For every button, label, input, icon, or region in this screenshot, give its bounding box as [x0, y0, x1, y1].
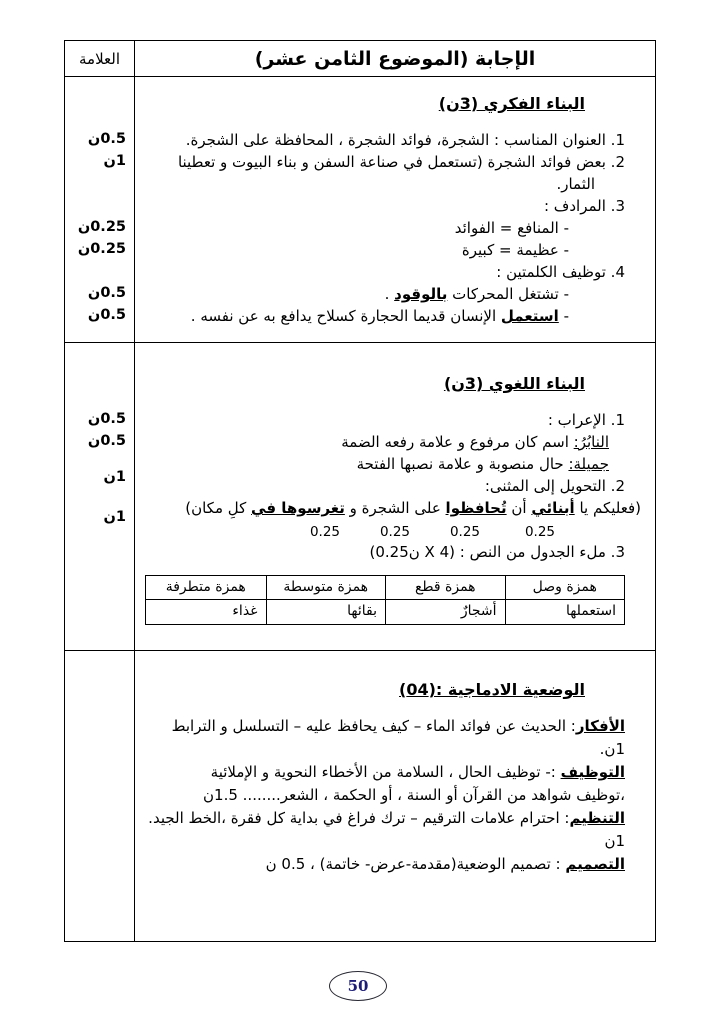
table-value-cell: استعملها: [505, 600, 625, 624]
table-value-cell: بقائها: [266, 600, 386, 624]
section3-heading: الوضعية الادماجية :(04): [399, 680, 585, 699]
mark-value: 0.5ن: [87, 307, 126, 323]
section-integrative: [135, 651, 655, 941]
answer-line: 2. بعض فوائد الشجرة (تستعمل في صناعة السفن و بناء البيوت و تعطينا: [177, 153, 625, 171]
mark-value: 1ن: [103, 509, 126, 525]
answer-line: الأفكار: الحديث عن فوائد الماء – كيف يحافظ عليه – التسلسل و الترابط: [171, 717, 625, 735]
mark-value: 0.25ن: [77, 241, 126, 257]
quarter-mark: 0.25: [379, 524, 410, 540]
section2-heading: البناء اللغوي (3ن): [443, 374, 585, 393]
mark-value: 1ن: [103, 153, 126, 169]
answer-line: 2. التحويل إلى المثنى:: [484, 477, 625, 495]
answer-line: 1. العنوان المناسب : الشجرة، فوائد الشجرة ، المحافظة على الشجرة.: [185, 131, 625, 149]
answer-line: - تشتغل المحركات بالوقود .: [384, 285, 569, 303]
answer-key-table: [64, 40, 656, 942]
marks-column-header: [65, 41, 135, 77]
mark-value: 0.5ن: [87, 433, 126, 449]
section1-heading: البناء الفكري (3ن): [438, 94, 585, 113]
answer-line: 4. توظيف الكلمتين :: [496, 263, 625, 281]
mark-value: 0.5ن: [87, 131, 126, 147]
table-value-cell: غذاء: [232, 603, 258, 619]
answer-line: النابُرُ: اسم كان مرفوع و علامة رفعه الضمة: [341, 433, 609, 451]
table-header-cell: همزة قطع: [385, 576, 505, 600]
quarter-mark: 0.25: [449, 524, 480, 540]
table-header-cell: همزة وصل: [505, 576, 625, 600]
answer-line: جميلة: حال منصوبة و علامة نصبها الفتحة: [356, 455, 609, 473]
hamza-types-table: [145, 575, 625, 625]
document-header: [135, 41, 655, 77]
answer-line: 1ن: [604, 832, 625, 850]
mark-value: 0.5ن: [87, 285, 126, 301]
mark-value: 0.25ن: [77, 219, 126, 235]
quarter-mark: 0.25: [309, 524, 340, 540]
page-number-badge: [329, 971, 387, 1001]
section3-marks-column: [65, 651, 135, 941]
table-header-cell: همزة متطرفة: [146, 576, 266, 600]
answer-line: الثمار.: [556, 175, 595, 193]
quarter-mark: 0.25: [524, 524, 555, 540]
answer-line: ،توظيف شواهد من القرآن أو السنة ، أو الحكمة ، الشعر........ 1.5ن: [203, 786, 625, 804]
document-title: الإجابة (الموضوع الثامن عشر): [254, 47, 536, 70]
answer-line: - عظيمة = كبيرة: [461, 241, 569, 259]
answer-line: التنظيم: احترام علامات الترقيم – ترك فراغ في بداية كل فقرة ،الخط الجيد.: [148, 809, 625, 827]
mark-value: 1ن: [103, 469, 126, 485]
section1-marks-column: [65, 77, 135, 343]
quarter-marks-row: [143, 521, 625, 541]
answer-line: - المنافع = الفوائد: [454, 219, 569, 237]
answer-line: 1ن.: [599, 740, 625, 758]
answer-line: 1. الإعراب :: [547, 411, 625, 429]
answer-line: 3. ملء الجدول من النص : (0.25ن X 4): [369, 543, 625, 561]
answer-line: - استعمل الإنسان قديما الحجارة كسلاح يدافع به عن نفسه .: [190, 307, 569, 325]
table-header-cell: همزة متوسطة: [266, 576, 386, 600]
section-intellectual: [135, 77, 655, 343]
dual-transformation-line: (فعليكم يا أبنائي أن تُحافظوا على الشجرة و تغرسوها في كلِ مكان): [185, 499, 641, 517]
section2-marks-column: [65, 343, 135, 651]
mark-value: 0.5ن: [87, 411, 126, 427]
answer-line: 3. المرادف :: [543, 197, 625, 215]
answer-line: التوظيف :- توظيف الحال ، السلامة من الأخطاء النحوية و الإملائية: [210, 763, 625, 781]
section-linguistic: [135, 343, 655, 651]
answer-line: التصميم : تصميم الوضعية(مقدمة-عرض- خاتمة) ، 0.5 ن: [265, 855, 625, 873]
page-number: 50: [347, 977, 369, 995]
table-value-cell: أشجارٌ: [385, 600, 505, 624]
marks-column-label: العلامة: [79, 49, 121, 68]
